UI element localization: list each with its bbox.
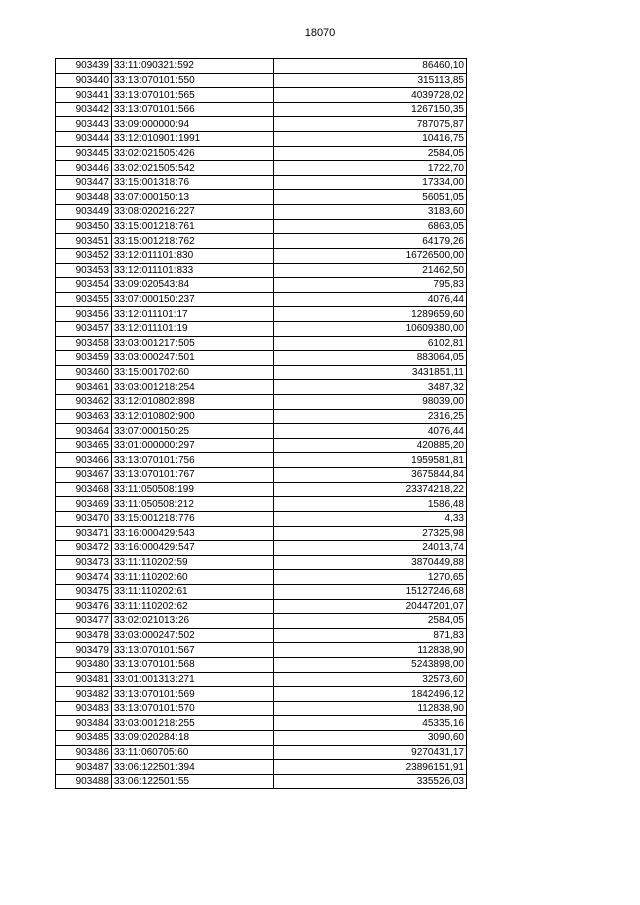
row-id-cell: 903443 bbox=[56, 117, 112, 132]
row-id-cell: 903473 bbox=[56, 555, 112, 570]
row-id-cell: 903483 bbox=[56, 701, 112, 716]
value-cell: 10609380,00 bbox=[274, 321, 467, 336]
table-row bbox=[56, 336, 467, 351]
cadastral-number-cell: 33:09:020543:84 bbox=[112, 278, 274, 293]
value-cell: 32573,60 bbox=[274, 672, 467, 687]
value-cell: 20447201,07 bbox=[274, 599, 467, 614]
cadastral-number-cell: 33:01:000000:297 bbox=[112, 438, 274, 453]
value-cell: 787075,87 bbox=[274, 117, 467, 132]
value-cell: 6102,81 bbox=[274, 336, 467, 351]
table-row bbox=[56, 59, 467, 74]
value-cell: 27325,98 bbox=[274, 526, 467, 541]
value-cell: 1586,48 bbox=[274, 497, 467, 512]
row-id-cell: 903455 bbox=[56, 292, 112, 307]
table-row bbox=[56, 380, 467, 395]
value-cell: 9270431,17 bbox=[274, 745, 467, 760]
value-cell: 1270,65 bbox=[274, 570, 467, 585]
row-id-cell: 903480 bbox=[56, 657, 112, 672]
table-row bbox=[56, 628, 467, 643]
cadastral-number-cell: 33:15:001218:776 bbox=[112, 511, 274, 526]
cadastral-number-cell: 33:16:000429:547 bbox=[112, 541, 274, 556]
row-id-cell: 903462 bbox=[56, 395, 112, 410]
value-cell: 5243898,00 bbox=[274, 657, 467, 672]
value-cell: 335526,03 bbox=[274, 774, 467, 789]
row-id-cell: 903463 bbox=[56, 409, 112, 424]
table-row bbox=[56, 73, 467, 88]
row-id-cell: 903457 bbox=[56, 321, 112, 336]
cadastral-number-cell: 33:02:021505:426 bbox=[112, 146, 274, 161]
table-row bbox=[56, 468, 467, 483]
cadastral-number-cell: 33:11:050508:212 bbox=[112, 497, 274, 512]
cadastral-number-cell: 33:09:020284:18 bbox=[112, 731, 274, 746]
cadastral-number-cell: 33:06:122501:394 bbox=[112, 760, 274, 775]
row-id-cell: 903447 bbox=[56, 175, 112, 190]
cadastral-number-cell: 33:13:070101:566 bbox=[112, 102, 274, 117]
value-cell: 4076,44 bbox=[274, 292, 467, 307]
value-cell: 795,83 bbox=[274, 278, 467, 293]
value-cell: 86460,10 bbox=[274, 59, 467, 74]
table-row bbox=[56, 278, 467, 293]
value-cell: 1267150,35 bbox=[274, 102, 467, 117]
cadastral-number-cell: 33:13:070101:550 bbox=[112, 73, 274, 88]
cadastral-number-cell: 33:13:070101:756 bbox=[112, 453, 274, 468]
row-id-cell: 903451 bbox=[56, 234, 112, 249]
value-cell: 15127246,68 bbox=[274, 584, 467, 599]
row-id-cell: 903469 bbox=[56, 497, 112, 512]
table-row bbox=[56, 175, 467, 190]
value-cell: 16726500,00 bbox=[274, 248, 467, 263]
cadastral-number-cell: 33:02:021505:542 bbox=[112, 161, 274, 176]
table-row bbox=[56, 424, 467, 439]
table-row bbox=[56, 263, 467, 278]
value-cell: 4,33 bbox=[274, 511, 467, 526]
table-row bbox=[56, 555, 467, 570]
value-cell: 3183,60 bbox=[274, 205, 467, 220]
table-row bbox=[56, 205, 467, 220]
value-cell: 420885,20 bbox=[274, 438, 467, 453]
cadastral-number-cell: 33:11:060705:60 bbox=[112, 745, 274, 760]
row-id-cell: 903446 bbox=[56, 161, 112, 176]
value-cell: 883064,05 bbox=[274, 351, 467, 366]
table-row bbox=[56, 584, 467, 599]
row-id-cell: 903452 bbox=[56, 248, 112, 263]
row-id-cell: 903471 bbox=[56, 526, 112, 541]
cadastral-number-cell: 33:07:000150:237 bbox=[112, 292, 274, 307]
table-row bbox=[56, 760, 467, 775]
table-row bbox=[56, 438, 467, 453]
value-cell: 98039,00 bbox=[274, 395, 467, 410]
cadastral-number-cell: 33:12:011101:830 bbox=[112, 248, 274, 263]
cadastral-number-cell: 33:11:110202:60 bbox=[112, 570, 274, 585]
table-row bbox=[56, 234, 467, 249]
cadastral-number-cell: 33:08:020216:227 bbox=[112, 205, 274, 220]
table-row bbox=[56, 161, 467, 176]
table-row bbox=[56, 745, 467, 760]
table-row bbox=[56, 132, 467, 147]
table-row bbox=[56, 146, 467, 161]
table-row bbox=[56, 672, 467, 687]
table-row bbox=[56, 657, 467, 672]
table-row bbox=[56, 701, 467, 716]
table-row bbox=[56, 292, 467, 307]
page-number: 18070 bbox=[304, 27, 336, 39]
row-id-cell: 903456 bbox=[56, 307, 112, 322]
cadastral-number-cell: 33:11:090321:592 bbox=[112, 59, 274, 74]
table-row bbox=[56, 731, 467, 746]
row-id-cell: 903481 bbox=[56, 672, 112, 687]
row-id-cell: 903444 bbox=[56, 132, 112, 147]
value-cell: 23896151,91 bbox=[274, 760, 467, 775]
value-cell: 3870449,88 bbox=[274, 555, 467, 570]
cadastral-number-cell: 33:15:001702:60 bbox=[112, 365, 274, 380]
value-cell: 3431851,11 bbox=[274, 365, 467, 380]
cadastral-number-cell: 33:15:001218:762 bbox=[112, 234, 274, 249]
value-cell: 3487,32 bbox=[274, 380, 467, 395]
cadastral-number-cell: 33:12:010802:898 bbox=[112, 395, 274, 410]
value-cell: 1842496,12 bbox=[274, 687, 467, 702]
value-cell: 1289659,60 bbox=[274, 307, 467, 322]
cadastral-number-cell: 33:13:070101:565 bbox=[112, 88, 274, 103]
row-id-cell: 903485 bbox=[56, 731, 112, 746]
table-row bbox=[56, 482, 467, 497]
row-id-cell: 903475 bbox=[56, 584, 112, 599]
cadastral-number-cell: 33:03:000247:502 bbox=[112, 628, 274, 643]
value-cell: 10416,75 bbox=[274, 132, 467, 147]
row-id-cell: 903459 bbox=[56, 351, 112, 366]
cadastral-number-cell: 33:09:000000:94 bbox=[112, 117, 274, 132]
row-id-cell: 903470 bbox=[56, 511, 112, 526]
row-id-cell: 903458 bbox=[56, 336, 112, 351]
table-body bbox=[56, 59, 467, 789]
row-id-cell: 903440 bbox=[56, 73, 112, 88]
row-id-cell: 903472 bbox=[56, 541, 112, 556]
table-row bbox=[56, 117, 467, 132]
value-cell: 3675844,84 bbox=[274, 468, 467, 483]
table-row bbox=[56, 541, 467, 556]
value-cell: 56051,05 bbox=[274, 190, 467, 205]
row-id-cell: 903467 bbox=[56, 468, 112, 483]
cadastral-number-cell: 33:03:001218:255 bbox=[112, 716, 274, 731]
row-id-cell: 903442 bbox=[56, 102, 112, 117]
table-row bbox=[56, 497, 467, 512]
cadastral-number-cell: 33:13:070101:569 bbox=[112, 687, 274, 702]
cadastral-number-cell: 33:16:000429:543 bbox=[112, 526, 274, 541]
value-cell: 112838,90 bbox=[274, 701, 467, 716]
cadastral-number-cell: 33:12:010802:900 bbox=[112, 409, 274, 424]
row-id-cell: 903453 bbox=[56, 263, 112, 278]
table-row bbox=[56, 351, 467, 366]
cadastral-number-cell: 33:12:011101:17 bbox=[112, 307, 274, 322]
table-row bbox=[56, 395, 467, 410]
value-cell: 21462,50 bbox=[274, 263, 467, 278]
row-id-cell: 903478 bbox=[56, 628, 112, 643]
cadastral-value-table bbox=[55, 58, 467, 789]
table-row bbox=[56, 409, 467, 424]
cadastral-number-cell: 33:02:021013:26 bbox=[112, 614, 274, 629]
cadastral-number-cell: 33:03:000247:501 bbox=[112, 351, 274, 366]
cadastral-number-cell: 33:13:070101:767 bbox=[112, 468, 274, 483]
table-row bbox=[56, 526, 467, 541]
row-id-cell: 903479 bbox=[56, 643, 112, 658]
table-row bbox=[56, 248, 467, 263]
value-cell: 3090,60 bbox=[274, 731, 467, 746]
row-id-cell: 903464 bbox=[56, 424, 112, 439]
value-cell: 64179,26 bbox=[274, 234, 467, 249]
table-row bbox=[56, 365, 467, 380]
table-row bbox=[56, 614, 467, 629]
value-cell: 2584,05 bbox=[274, 614, 467, 629]
row-id-cell: 903445 bbox=[56, 146, 112, 161]
row-id-cell: 903449 bbox=[56, 205, 112, 220]
value-cell: 2316,25 bbox=[274, 409, 467, 424]
table-row bbox=[56, 219, 467, 234]
row-id-cell: 903439 bbox=[56, 59, 112, 74]
row-id-cell: 903468 bbox=[56, 482, 112, 497]
row-id-cell: 903477 bbox=[56, 614, 112, 629]
row-id-cell: 903448 bbox=[56, 190, 112, 205]
row-id-cell: 903460 bbox=[56, 365, 112, 380]
value-cell: 1959581,81 bbox=[274, 453, 467, 468]
cadastral-number-cell: 33:13:070101:568 bbox=[112, 657, 274, 672]
row-id-cell: 903476 bbox=[56, 599, 112, 614]
cadastral-number-cell: 33:11:050508:199 bbox=[112, 482, 274, 497]
cadastral-number-cell: 33:13:070101:570 bbox=[112, 701, 274, 716]
value-cell: 871,83 bbox=[274, 628, 467, 643]
row-id-cell: 903488 bbox=[56, 774, 112, 789]
value-cell: 4039728,02 bbox=[274, 88, 467, 103]
table-row bbox=[56, 88, 467, 103]
row-id-cell: 903487 bbox=[56, 760, 112, 775]
table-row bbox=[56, 453, 467, 468]
row-id-cell: 903441 bbox=[56, 88, 112, 103]
table-row bbox=[56, 321, 467, 336]
value-cell: 4076,44 bbox=[274, 424, 467, 439]
table-row bbox=[56, 687, 467, 702]
value-cell: 1722,70 bbox=[274, 161, 467, 176]
row-id-cell: 903465 bbox=[56, 438, 112, 453]
value-cell: 112838,90 bbox=[274, 643, 467, 658]
cadastral-number-cell: 33:01:001313:271 bbox=[112, 672, 274, 687]
row-id-cell: 903484 bbox=[56, 716, 112, 731]
cadastral-number-cell: 33:11:110202:61 bbox=[112, 584, 274, 599]
table-row bbox=[56, 190, 467, 205]
table-row bbox=[56, 716, 467, 731]
table-row bbox=[56, 307, 467, 322]
cadastral-number-cell: 33:11:110202:59 bbox=[112, 555, 274, 570]
row-id-cell: 903454 bbox=[56, 278, 112, 293]
value-cell: 45335,16 bbox=[274, 716, 467, 731]
value-cell: 24013,74 bbox=[274, 541, 467, 556]
table-row bbox=[56, 599, 467, 614]
cadastral-number-cell: 33:06:122501:55 bbox=[112, 774, 274, 789]
cadastral-number-cell: 33:12:010901:1991 bbox=[112, 132, 274, 147]
table-row bbox=[56, 102, 467, 117]
cadastral-number-cell: 33:15:001318:76 bbox=[112, 175, 274, 190]
value-cell: 23374218,22 bbox=[274, 482, 467, 497]
cadastral-number-cell: 33:03:001218:254 bbox=[112, 380, 274, 395]
cadastral-number-cell: 33:15:001218:761 bbox=[112, 219, 274, 234]
table-row bbox=[56, 511, 467, 526]
table-row bbox=[56, 643, 467, 658]
row-id-cell: 903482 bbox=[56, 687, 112, 702]
cadastral-number-cell: 33:11:110202:62 bbox=[112, 599, 274, 614]
row-id-cell: 903466 bbox=[56, 453, 112, 468]
row-id-cell: 903450 bbox=[56, 219, 112, 234]
row-id-cell: 903461 bbox=[56, 380, 112, 395]
cadastral-number-cell: 33:13:070101:567 bbox=[112, 643, 274, 658]
table-row bbox=[56, 570, 467, 585]
cadastral-number-cell: 33:12:011101:19 bbox=[112, 321, 274, 336]
row-id-cell: 903474 bbox=[56, 570, 112, 585]
value-cell: 2584,05 bbox=[274, 146, 467, 161]
cadastral-number-cell: 33:07:000150:25 bbox=[112, 424, 274, 439]
cadastral-number-cell: 33:07:000150:13 bbox=[112, 190, 274, 205]
value-cell: 315113,85 bbox=[274, 73, 467, 88]
cadastral-number-cell: 33:12:011101:833 bbox=[112, 263, 274, 278]
row-id-cell: 903486 bbox=[56, 745, 112, 760]
cadastral-number-cell: 33:03:001217:505 bbox=[112, 336, 274, 351]
value-cell: 17334,00 bbox=[274, 175, 467, 190]
table-row bbox=[56, 774, 467, 789]
value-cell: 6863,05 bbox=[274, 219, 467, 234]
